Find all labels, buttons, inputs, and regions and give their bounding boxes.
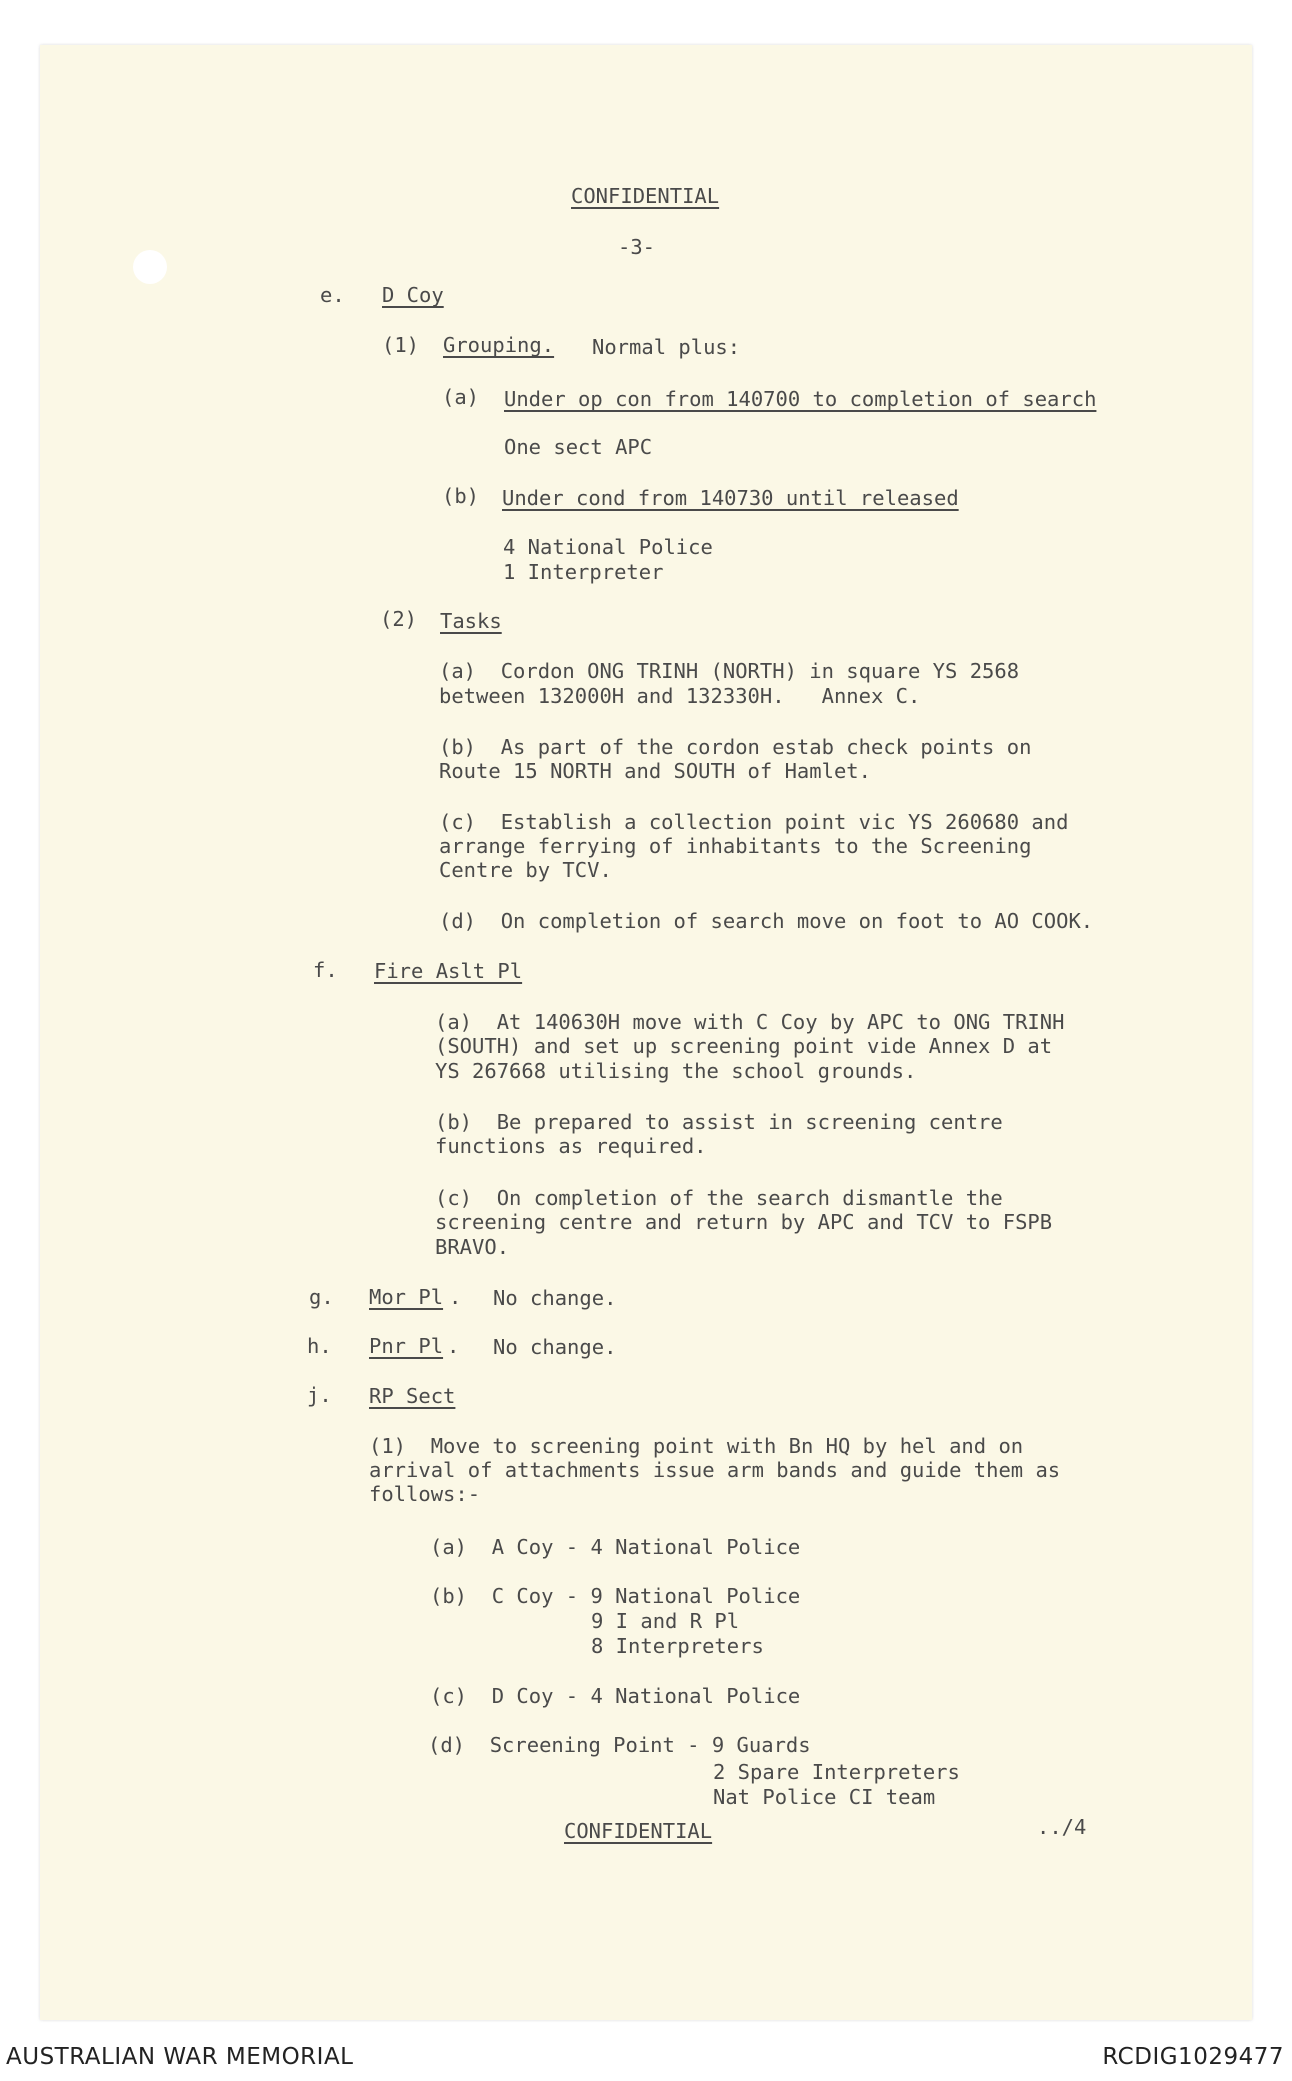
archive-label: AUSTRALIAN WAR MEMORIAL: [6, 2044, 354, 2070]
section-h-letter: h.: [307, 1334, 332, 1358]
section-h-text: No change.: [493, 1335, 617, 1359]
sub-b-letter: (b): [442, 484, 480, 508]
rp-para-line-3: follows:-: [369, 1482, 481, 1506]
rp-b-line-3: 8 Interpreters: [591, 1634, 764, 1658]
continuation-mark: ../4: [1037, 1815, 1087, 1839]
task-c-line-2: arrange ferrying of inhabitants to the Screening: [439, 834, 1032, 858]
rp-a: (a) A Coy - 4 National Police: [430, 1535, 801, 1559]
fire-c-line-2: screening centre and return by APC and TCV to FSPB: [435, 1210, 1053, 1234]
page-number: -3-: [618, 235, 656, 259]
section-h-title: Pnr Pl: [369, 1334, 444, 1358]
rp-d-line-1: (d) Screening Point - 9 Guards: [428, 1733, 811, 1757]
fire-a-line-2: (SOUTH) and set up screening point vide Annex D at: [435, 1034, 1053, 1058]
archive-id: RCDIG1029477: [1102, 2044, 1284, 2070]
task-d-line-1: (d) On completion of search move on foot to AO COOK.: [439, 909, 1094, 933]
para-1-text: Normal plus:: [592, 335, 741, 359]
para-2-title: Tasks: [440, 609, 502, 633]
section-f-title: Fire Aslt Pl: [374, 959, 523, 983]
classification-header: CONFIDENTIAL: [571, 184, 720, 208]
task-b-line-2: Route 15 NORTH and SOUTH of Hamlet.: [439, 759, 871, 783]
task-a-line-2: between 132000H and 132330H. Annex C.: [439, 684, 921, 708]
section-g-text: No change.: [493, 1286, 617, 1310]
fire-c-line-3: BRAVO.: [435, 1235, 510, 1259]
sub-b-title: Under cond from 140730 until released: [502, 486, 959, 510]
fire-b-line-1: (b) Be prepared to assist in screening centre: [435, 1110, 1003, 1134]
rp-d-line-2: 2 Spare Interpreters: [713, 1760, 960, 1784]
section-e-title: D Coy: [382, 283, 444, 307]
fire-b-line-2: functions as required.: [435, 1134, 707, 1158]
task-c-line-3: Centre by TCV.: [439, 858, 612, 882]
rp-b-line-1: (b) C Coy - 9 National Police: [430, 1584, 801, 1608]
task-c-line-1: (c) Establish a collection point vic YS 260680 and: [439, 810, 1069, 834]
classification-footer: CONFIDENTIAL: [564, 1819, 713, 1843]
task-a-line-1: (a) Cordon ONG TRINH (NORTH) in square YS 2568: [439, 659, 1020, 683]
fire-a-line-3: YS 267668 utilising the school grounds.: [435, 1059, 917, 1083]
task-b-line-1: (b) As part of the cordon estab check points on: [439, 735, 1032, 759]
sub-b-body-1: 4 National Police: [503, 535, 713, 559]
fire-c-line-1: (c) On completion of the search dismantle the: [435, 1186, 1003, 1210]
rp-c: (c) D Coy - 4 National Police: [430, 1684, 801, 1708]
punch-hole: [133, 250, 167, 284]
section-j-title: RP Sect: [369, 1384, 456, 1408]
section-j-letter: j.: [307, 1383, 332, 1407]
section-f-letter: f.: [313, 958, 338, 982]
para-2-number: (2): [380, 607, 418, 631]
rp-b-line-2: 9 I and R Pl: [591, 1609, 740, 1633]
fire-a-line-1: (a) At 140630H move with C Coy by APC to ONG TRINH: [435, 1010, 1065, 1034]
rp-para-line-2: arrival of attachments issue arm bands and guide them as: [369, 1458, 1061, 1482]
rp-d-line-3: Nat Police CI team: [713, 1785, 936, 1809]
sub-a-body: One sect APC: [504, 435, 653, 459]
section-e-letter: e.: [320, 283, 345, 307]
sub-a-title: Under op con from 140700 to completion of search: [504, 387, 1097, 411]
sub-b-body-2: 1 Interpreter: [503, 560, 664, 584]
section-g-title: Mor Pl: [369, 1285, 444, 1309]
section-g-letter: g.: [309, 1285, 334, 1309]
sub-a-letter: (a): [442, 385, 480, 409]
para-1-number: (1): [382, 333, 420, 357]
rp-para-line-1: (1) Move to screening point with Bn HQ by hel and on: [369, 1434, 1024, 1458]
para-1-title: Grouping.: [443, 333, 555, 357]
